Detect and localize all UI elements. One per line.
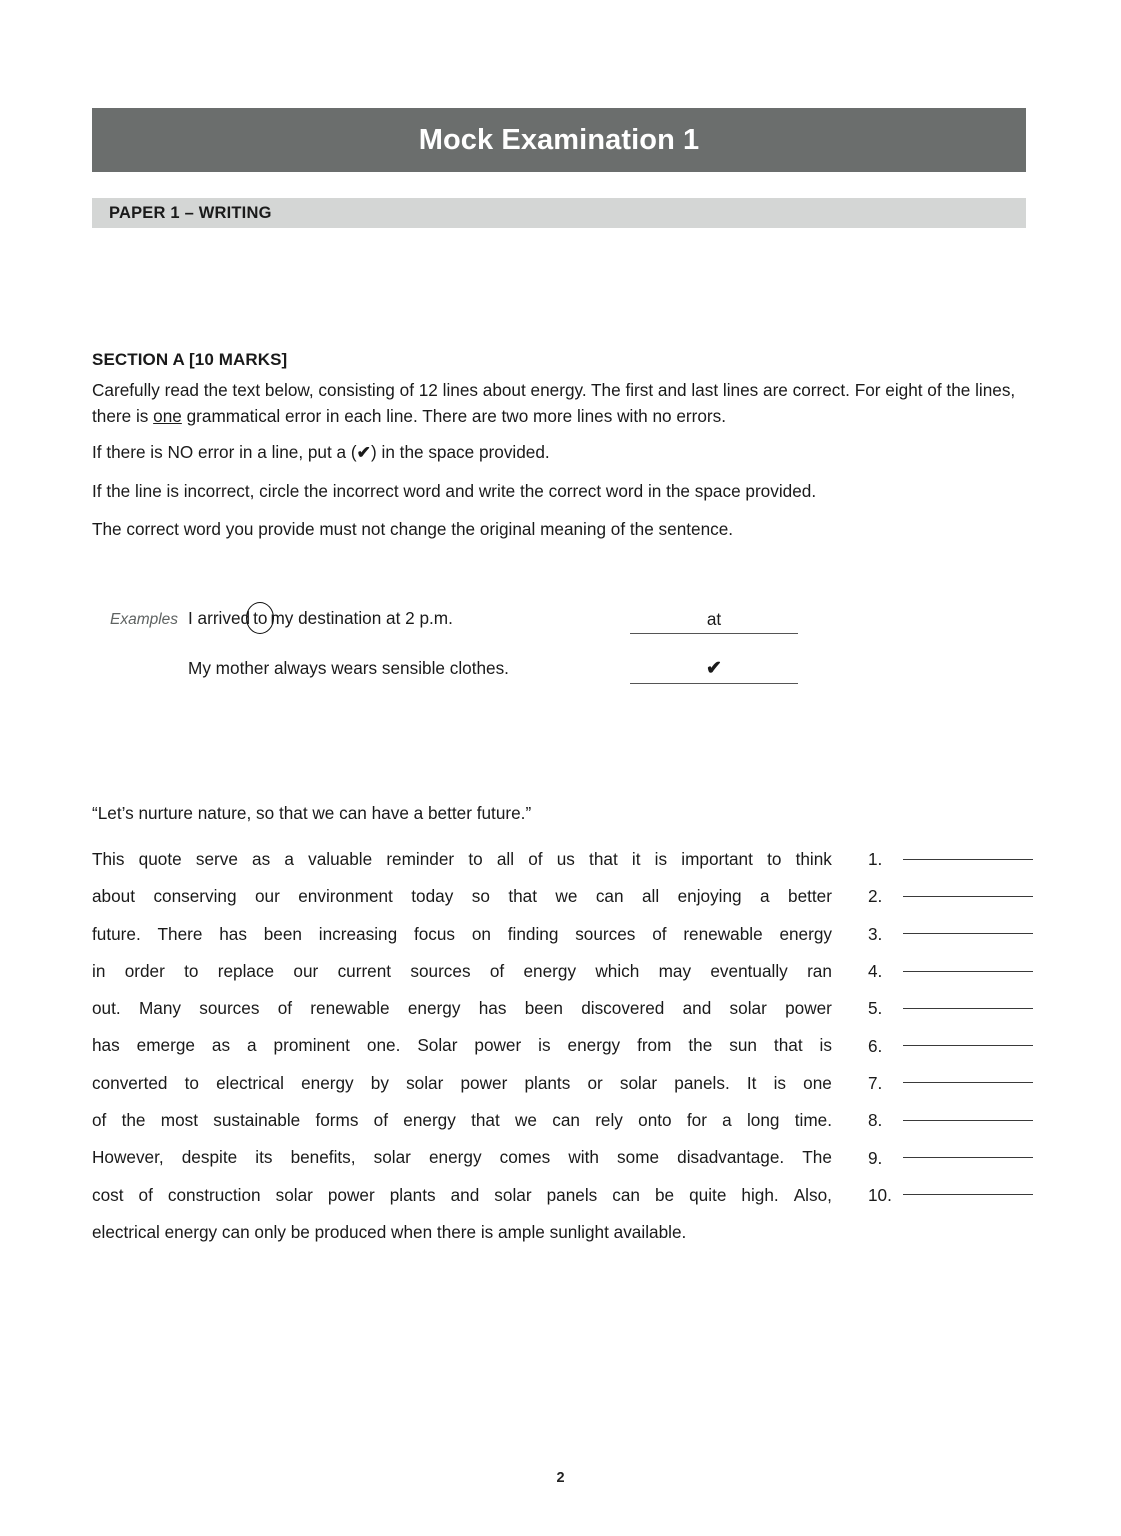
answer-blank-4[interactable]	[903, 970, 1033, 972]
passage-line: This quote serve as a valuable reminder to all of us that it is important to think	[92, 849, 832, 869]
exam-title: Mock Examination 1	[418, 123, 700, 156]
answer-number: 8.	[868, 1110, 883, 1131]
paper-section-banner	[92, 198, 1026, 228]
instruction-intro-emphasis: one	[153, 405, 182, 426]
answer-row	[868, 878, 1033, 915]
example-row	[110, 658, 900, 710]
answer-number: 3.	[868, 923, 883, 944]
answer-number: 2.	[868, 886, 883, 907]
passage-line: future. There has been increasing focus on finding sources of renewable energy	[92, 923, 832, 944]
examples-block	[110, 608, 900, 710]
answer-blank-3[interactable]	[903, 932, 1033, 934]
passage-text	[92, 841, 832, 1251]
instruction-meaning: The correct word you provide must not change the original meaning of the sentence.	[92, 519, 734, 539]
answer-number: 9.	[868, 1147, 883, 1168]
instruction-incorrect-line: If the line is incorrect, circle the incorrect word and write the correct word in the space provided.	[92, 480, 817, 501]
example-sentence-after: my destination at 2 p.m.	[270, 608, 453, 628]
exam-title-banner	[92, 108, 1026, 172]
check-mark-icon: ✔	[356, 442, 372, 462]
example-sentence-before: I arrived	[188, 608, 251, 628]
circled-word: to	[250, 608, 270, 629]
answer-row	[868, 916, 1033, 953]
answer-blank-5[interactable]	[903, 1007, 1033, 1009]
passage-line: converted to electrical energy by solar power plants or solar panels. It is one	[92, 1072, 832, 1093]
instruction-intro-part-1: Carefully read the text below, consisting of 12 lines about energy. The first and last lines are correct. For eight of the lines, there is	[92, 380, 1016, 426]
answer-row	[868, 1177, 1033, 1214]
answer-number: 5.	[868, 998, 883, 1019]
passage-line: However, despite its benefits, solar energy comes with some disadvantage. The	[92, 1147, 832, 1168]
answer-row	[868, 1027, 1033, 1064]
instruction-no-error-prefix: If there is NO error in a line, put a (	[92, 442, 357, 462]
instruction-intro-part-3: grammatical error in each line. There are two more lines with no errors.	[181, 405, 726, 426]
section-a-instructions	[92, 378, 1030, 556]
answer-row	[868, 1139, 1033, 1176]
passage-line: cost of construction solar power plants and solar panels can be quite high. Also,	[92, 1184, 832, 1205]
passage-line: of the most sustainable forms of energy that we can rely onto for a long time.	[92, 1110, 832, 1131]
answer-number: 10.	[868, 1184, 892, 1205]
passage-line: about conserving our environment today so that we can all enjoying a better	[92, 886, 832, 907]
passage-quote: “Let’s nurture nature, so that we can have a better future.”	[92, 803, 532, 823]
passage-line: electrical energy can only be produced when there is ample sunlight available.	[92, 1221, 687, 1242]
answer-lines-column	[868, 841, 1033, 1214]
example-row	[110, 608, 900, 658]
answer-row	[868, 990, 1033, 1027]
answer-blank-8[interactable]	[903, 1119, 1033, 1121]
answer-row	[868, 841, 1033, 878]
answer-blank-10[interactable]	[903, 1193, 1033, 1195]
instruction-no-error-suffix: ) in the space provided.	[371, 442, 550, 462]
examples-label: Examples	[110, 611, 179, 628]
example-answer-value: at	[630, 608, 798, 634]
answer-row	[868, 953, 1033, 990]
section-a-heading: SECTION A [10 MARKS]	[92, 350, 288, 369]
passage-line: has emerge as a prominent one. Solar power is energy from the sun that is	[92, 1035, 832, 1056]
example-answer-check-icon: ✔	[630, 658, 798, 684]
passage-line: out. Many sources of renewable energy has been discovered and solar power	[92, 998, 832, 1019]
answer-blank-2[interactable]	[903, 895, 1033, 897]
answer-blank-1[interactable]	[903, 858, 1033, 860]
answer-number: 1.	[868, 849, 883, 870]
page-number: 2	[556, 1470, 565, 1486]
answer-number: 4.	[868, 961, 883, 982]
answer-row	[868, 1102, 1033, 1139]
answer-row	[868, 1065, 1033, 1102]
answer-number: 7.	[868, 1072, 883, 1093]
passage-line: in order to replace our current sources of energy which may eventually ran	[92, 960, 832, 981]
example-sentence	[188, 608, 453, 629]
answer-blank-9[interactable]	[903, 1156, 1033, 1158]
instruction-intro	[92, 378, 1030, 429]
instruction-no-error	[92, 440, 1030, 466]
examples-label-spacer	[110, 658, 188, 661]
answer-blank-6[interactable]	[903, 1044, 1033, 1046]
answer-blank-7[interactable]	[903, 1081, 1033, 1083]
example-sentence: My mother always wears sensible clothes.	[188, 658, 509, 678]
paper-label: PAPER 1 – WRITING	[109, 203, 272, 222]
answer-number: 6.	[868, 1035, 883, 1056]
